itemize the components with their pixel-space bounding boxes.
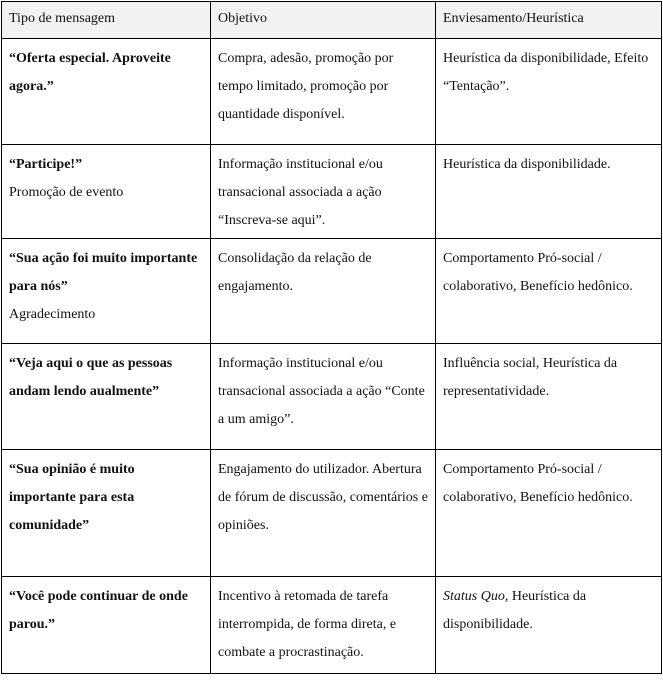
bias-text: Heurística da disponibilidade. (443, 589, 587, 632)
bias-italic-term: Status Quo, (443, 589, 509, 604)
bias-cell: Heurística da disponibilidade. (436, 145, 662, 239)
bias-cell (436, 577, 662, 674)
table-row (2, 239, 662, 344)
header-message-type: Tipo de mensagem (2, 2, 211, 39)
bias-cell: Comportamento Pró-social / colaborativo, Benefício hedônico. (436, 450, 662, 577)
bias-cell: Heurística da disponibilidade, Efeito “Tentação”. (436, 39, 662, 145)
message-sublabel: Agradecimento (9, 307, 96, 322)
table-row (2, 577, 662, 674)
message-text: “Sua ação foi muito importante para nós” (9, 251, 198, 294)
header-objective: Objetivo (211, 2, 436, 39)
message-cell (2, 450, 211, 577)
objective-cell: Compra, adesão, promoção por tempo limitado, promoção por quantidade disponível. (211, 39, 436, 145)
message-text: “Você pode continuar de onde parou.” (9, 589, 188, 632)
objective-cell: Incentivo à retomada de tarefa interrompida, de forma direta, e combate a procrastinação. (211, 577, 436, 674)
objective-cell: Informação institucional e/ou transacional associada a ação “Inscreva-se aqui”. (211, 145, 436, 239)
table-row (2, 344, 662, 450)
header-row (2, 2, 662, 39)
message-cell (2, 145, 211, 239)
header-bias: Enviesamento/Heurística (436, 2, 662, 39)
bias-table (1, 1, 662, 674)
message-cell (2, 344, 211, 450)
bias-cell: Influência social, Heurística da representatividade. (436, 344, 662, 450)
message-cell (2, 577, 211, 674)
table-row (2, 39, 662, 145)
objective-cell: Consolidação da relação de engajamento. (211, 239, 436, 344)
table-row (2, 450, 662, 577)
objective-cell: Engajamento do utilizador. Abertura de fórum de discussão, comentários e opiniões. (211, 450, 436, 577)
objective-cell: Informação institucional e/ou transacional associada a ação “Conte a um amigo”. (211, 344, 436, 450)
message-text: “Participe!” (9, 157, 83, 172)
message-cell (2, 239, 211, 344)
message-text: “Oferta especial. Aproveite agora.” (9, 51, 171, 94)
message-cell (2, 39, 211, 145)
message-text: “Sua opinião é muito importante para esta comunidade” (9, 462, 135, 533)
bias-cell: Comportamento Pró-social / colaborativo, Benefício hedônico. (436, 239, 662, 344)
table-row (2, 145, 662, 239)
message-sublabel: Promoção de evento (9, 185, 124, 200)
message-text: “Veja aqui o que as pessoas andam lendo aualmente” (9, 356, 173, 399)
